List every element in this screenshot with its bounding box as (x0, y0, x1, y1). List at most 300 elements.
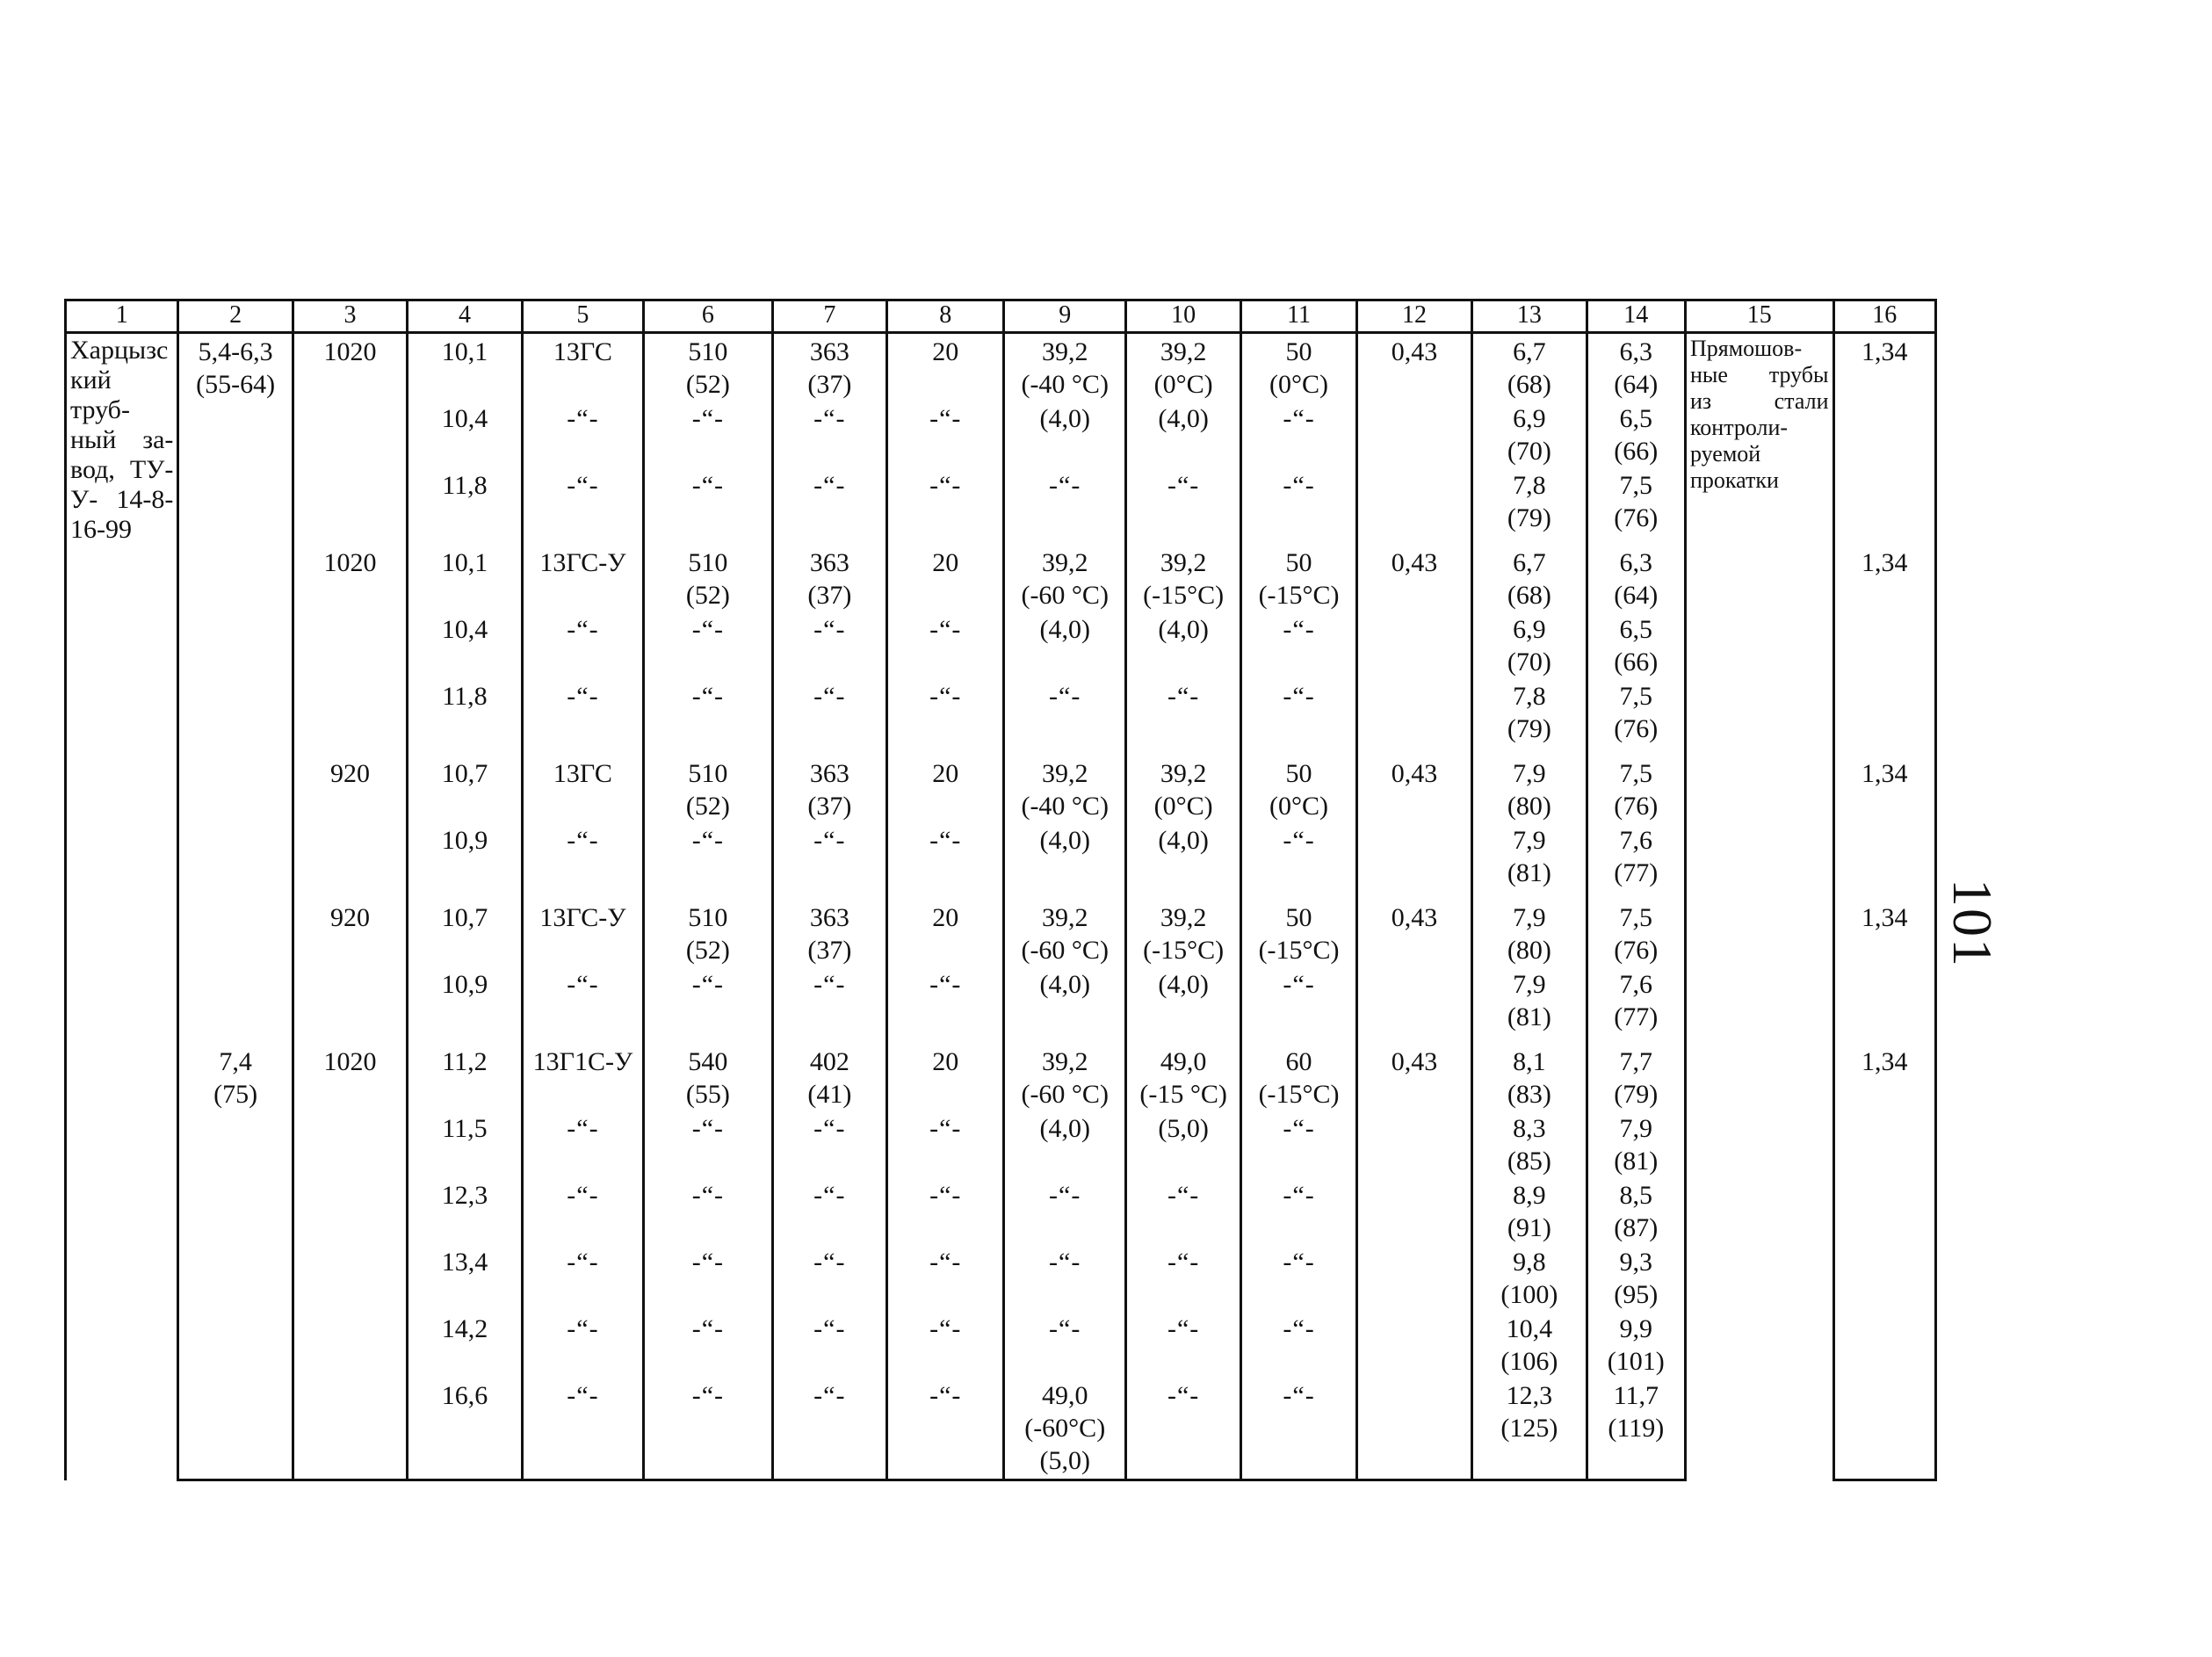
cell-col-8 (887, 745, 1004, 822)
cell-line: -“- (813, 1181, 846, 1210)
column-header-11: 11 (1241, 300, 1356, 333)
cell-col-6 (644, 745, 772, 822)
cell-col-8 (887, 611, 1004, 678)
cell-line: -“- (1167, 1181, 1200, 1210)
cell-col-5 (522, 1311, 643, 1378)
cell-col-11 (1241, 678, 1356, 745)
cell-line: 11,5 (442, 1114, 488, 1143)
cell-line: 9,8 (1513, 1248, 1546, 1277)
cell-col-12 (1356, 1378, 1471, 1480)
cell-col-4 (408, 1378, 522, 1480)
cell-line: -“- (1283, 1181, 1315, 1210)
cell-col-12 (1356, 745, 1471, 822)
cell-line: -“- (929, 1114, 962, 1143)
cell-col-4 (408, 822, 522, 889)
cell-col-8 (887, 534, 1004, 611)
cell-line: -“- (813, 471, 846, 500)
cell-line: (76) (1614, 714, 1659, 743)
cell-line: 510 (688, 337, 728, 366)
column-header-9: 9 (1004, 300, 1125, 333)
cell-line: -“- (1049, 471, 1081, 500)
cell-col-16 (1833, 1033, 1935, 1111)
cell-line: 39,2 (1160, 337, 1207, 366)
cell-col-5 (522, 401, 643, 467)
cell-col-5 (522, 678, 643, 745)
cell-col-10 (1125, 534, 1240, 611)
cell-line: 16-99 (70, 515, 132, 544)
cell-col-10 (1125, 745, 1240, 822)
cell-col-13 (1472, 966, 1587, 1033)
cell-col-13 (1472, 1311, 1587, 1378)
cell-col-11 (1241, 1244, 1356, 1311)
cell-line: 13,4 (441, 1248, 488, 1277)
cell-col-10 (1125, 333, 1240, 402)
cell-col-10 (1125, 822, 1240, 889)
cell-line: 8,5 (1619, 1181, 1653, 1210)
cell-col-14 (1587, 1311, 1685, 1378)
cell-line: Прямошов- (1689, 336, 1803, 361)
cell-col-2 (178, 333, 293, 402)
cell-line: -“- (1283, 970, 1315, 999)
cell-line: -“- (1283, 1381, 1315, 1410)
cell-line: 6,3 (1619, 337, 1653, 366)
cell-line: 10,9 (441, 826, 488, 855)
table-row (66, 745, 1936, 822)
cell-col-2 (178, 467, 293, 534)
cell-line: 11,2 (442, 1047, 488, 1076)
cell-line: (79) (1507, 503, 1551, 532)
table-row (66, 1244, 1936, 1311)
cell-line: (79) (1507, 714, 1551, 743)
cell-line: 6,9 (1513, 404, 1546, 433)
cell-line: (91) (1507, 1213, 1551, 1242)
cell-line: -“- (1283, 471, 1315, 500)
cell-col-16 (1833, 1311, 1935, 1378)
cell-col-16 (1833, 611, 1935, 678)
cell-line: Харцызс (70, 336, 169, 365)
cell-line: -“- (929, 1381, 962, 1410)
cell-line: 8,3 (1513, 1114, 1546, 1143)
cell-line: 920 (330, 903, 371, 932)
cell-col-5 (522, 966, 643, 1033)
cell-line: 8,1 (1513, 1047, 1546, 1076)
cell-col-9 (1004, 333, 1125, 402)
cell-col-5 (522, 1378, 643, 1480)
cell-line: (0°C) (1153, 370, 1213, 399)
cell-col-3 (293, 401, 407, 467)
cell-col-2 (178, 1311, 293, 1378)
cell-col-3 (293, 745, 407, 822)
cell-col-8 (887, 1111, 1004, 1177)
column-header-13: 13 (1472, 300, 1587, 333)
cell-col-7 (772, 966, 886, 1033)
cell-line: 50 (1285, 759, 1312, 788)
cell-line: 16,6 (441, 1381, 488, 1410)
cell-line: (5,0) (1039, 1446, 1090, 1475)
cell-col-4 (408, 534, 522, 611)
cell-col-11 (1241, 1033, 1356, 1111)
cell-line: (70) (1507, 437, 1551, 466)
cell-line: (-40 °C) (1021, 370, 1109, 399)
cell-line: 50 (1285, 337, 1312, 366)
cell-line: -“- (929, 1181, 962, 1210)
cell-col-10 (1125, 1033, 1240, 1111)
cell-col-3 (293, 534, 407, 611)
cell-line: 10,7 (441, 759, 488, 788)
cell-line: 1,34 (1861, 337, 1908, 366)
cell-col-11 (1241, 822, 1356, 889)
cell-col-11 (1241, 611, 1356, 678)
cell-col-11 (1241, 966, 1356, 1033)
cell-line: (55-64) (196, 370, 276, 399)
cell-col-6 (644, 1033, 772, 1111)
table-row (66, 1378, 1936, 1480)
cell-col-10 (1125, 889, 1240, 966)
cell-col-5 (522, 1111, 643, 1177)
cell-line: (4,0) (1039, 615, 1090, 644)
cell-line: -“- (813, 1114, 846, 1143)
cell-line: (4,0) (1039, 404, 1090, 433)
cell-line: 10,1 (441, 337, 488, 366)
cell-col-9 (1004, 401, 1125, 467)
cell-col-12 (1356, 467, 1471, 534)
cell-line: (-15 °C) (1139, 1080, 1227, 1109)
cell-col-3 (293, 966, 407, 1033)
cell-col-12 (1356, 966, 1471, 1033)
cell-col-5 (522, 333, 643, 402)
table-row (66, 889, 1936, 966)
cell-line: -“- (1283, 826, 1315, 855)
cell-line: 11,8 (442, 682, 488, 711)
cell-col-3 (293, 822, 407, 889)
cell-col-6 (644, 534, 772, 611)
cell-line: (-60 °C) (1021, 581, 1109, 610)
cell-line: кий (70, 365, 112, 394)
cell-line: 0,43 (1391, 1047, 1438, 1076)
cell-line: -“- (929, 826, 962, 855)
cell-line: (87) (1614, 1213, 1659, 1242)
cell-line: (0°C) (1153, 792, 1213, 821)
cell-line: 14,2 (441, 1314, 488, 1343)
cell-line: -“- (691, 471, 725, 500)
cell-col-13 (1472, 745, 1587, 822)
cell-line: -“- (1283, 1314, 1315, 1343)
cell-col-9 (1004, 1311, 1125, 1378)
cell-col-7 (772, 1033, 886, 1111)
cell-line: 12,3 (1506, 1381, 1553, 1410)
cell-line: -“- (929, 682, 962, 711)
cell-line: 6,7 (1513, 548, 1546, 577)
cell-col-2 (178, 534, 293, 611)
cell-line: 10,7 (441, 903, 488, 932)
cell-col-7 (772, 1311, 886, 1378)
cell-line: (83) (1507, 1080, 1551, 1109)
cell-line: 10,9 (441, 970, 488, 999)
cell-col-3 (293, 1244, 407, 1311)
cell-line: 50 (1285, 548, 1312, 577)
cell-col-8 (887, 822, 1004, 889)
header-row (66, 300, 1936, 333)
cell-col-7 (772, 534, 886, 611)
column-header-2: 2 (178, 300, 293, 333)
cell-line: контроли- (1689, 415, 1789, 440)
cell-line: (81) (1614, 1147, 1659, 1176)
table-row (66, 1177, 1936, 1244)
cell-line: 13ГС-У (539, 548, 626, 577)
cell-line: (52) (685, 936, 730, 965)
cell-col-10 (1125, 401, 1240, 467)
cell-col-9 (1004, 1177, 1125, 1244)
cell-line: (79) (1614, 1080, 1659, 1109)
cell-line: 8,9 (1513, 1181, 1546, 1210)
cell-line: -“- (691, 404, 725, 433)
column-header-4: 4 (408, 300, 522, 333)
cell-col-7 (772, 1378, 886, 1480)
cell-col-5 (522, 467, 643, 534)
cell-col-2 (178, 1244, 293, 1311)
cell-col-12 (1356, 1244, 1471, 1311)
cell-line: (-15°C) (1143, 936, 1225, 965)
cell-line: -“- (813, 1314, 846, 1343)
cell-col-9 (1004, 889, 1125, 966)
cell-line: 7,5 (1619, 903, 1653, 932)
cell-col-13 (1472, 678, 1587, 745)
cell-line: 10,4 (1506, 1314, 1553, 1343)
cell-line: 363 (809, 337, 849, 366)
cell-line: (64) (1614, 370, 1659, 399)
cell-line: -“- (813, 682, 846, 711)
cell-col-4 (408, 611, 522, 678)
cell-line: 39,2 (1041, 337, 1088, 366)
cell-line: 7,9 (1513, 759, 1546, 788)
cell-line: 13ГС (553, 759, 612, 788)
cell-col-2 (178, 401, 293, 467)
cell-col-14 (1587, 1244, 1685, 1311)
column-header-8: 8 (887, 300, 1004, 333)
cell-col-8 (887, 1378, 1004, 1480)
table-row (66, 467, 1936, 534)
cell-col-14 (1587, 611, 1685, 678)
table-row (66, 333, 1936, 402)
cell-line: -“- (813, 615, 846, 644)
table-row (66, 1033, 1936, 1111)
cell-line: труб- (70, 395, 130, 424)
cell-line: -“- (567, 826, 599, 855)
cell-line: 7,5 (1619, 759, 1653, 788)
cell-line: 7,8 (1513, 682, 1546, 711)
cell-line: (64) (1614, 581, 1659, 610)
column-header-10: 10 (1125, 300, 1240, 333)
cell-col-10 (1125, 678, 1240, 745)
cell-col-9 (1004, 534, 1125, 611)
cell-col-9 (1004, 1244, 1125, 1311)
cell-col-4 (408, 1177, 522, 1244)
cell-line: -“- (567, 1181, 599, 1210)
cell-col-6 (644, 1311, 772, 1378)
cell-line: (37) (807, 370, 852, 399)
table-row (66, 1311, 1936, 1378)
column-header-7: 7 (772, 300, 886, 333)
cell-line: -“- (1167, 1248, 1200, 1277)
cell-col-2 (178, 822, 293, 889)
cell-line: 39,2 (1041, 903, 1088, 932)
cell-line: -“- (1167, 471, 1200, 500)
cell-line: 39,2 (1160, 759, 1207, 788)
cell-col-8 (887, 333, 1004, 402)
cell-line: 6,9 (1513, 615, 1546, 644)
cell-col-4 (408, 745, 522, 822)
cell-line: (0°C) (1269, 792, 1329, 821)
table-row (66, 966, 1936, 1033)
cell-line: 11,7 (1613, 1381, 1659, 1410)
cell-col-6 (644, 611, 772, 678)
cell-col-10 (1125, 1111, 1240, 1177)
cell-line: 13ГС-У (539, 903, 626, 932)
cell-line: 7,9 (1513, 826, 1546, 855)
cell-col-16 (1833, 333, 1935, 402)
cell-col-5 (522, 534, 643, 611)
cell-line: -“- (691, 1181, 725, 1210)
cell-line: -“- (1049, 1248, 1081, 1277)
cell-line: из стали (1689, 388, 1829, 414)
cell-line: 10,4 (441, 615, 488, 644)
cell-col-4 (408, 1111, 522, 1177)
cell-col-16 (1833, 467, 1935, 534)
cell-line: -“- (1049, 682, 1081, 711)
cell-col-11 (1241, 333, 1356, 402)
cell-line: 9,9 (1619, 1314, 1653, 1343)
cell-line: 0,43 (1391, 337, 1438, 366)
column-header-14: 14 (1587, 300, 1685, 333)
cell-line: 1,34 (1861, 903, 1908, 932)
cell-col-5 (522, 1177, 643, 1244)
cell-line: 49,0 (1160, 1047, 1207, 1076)
cell-col-3 (293, 1311, 407, 1378)
cell-col-13 (1472, 333, 1587, 402)
cell-line: (80) (1507, 792, 1551, 821)
cell-col-10 (1125, 467, 1240, 534)
cell-col-6 (644, 467, 772, 534)
column-header-3: 3 (293, 300, 407, 333)
cell-line: -“- (929, 615, 962, 644)
cell-col-16 (1833, 1111, 1935, 1177)
cell-col-14 (1587, 534, 1685, 611)
cell-line: 9,3 (1619, 1248, 1653, 1277)
table-row (66, 534, 1936, 611)
cell-col-5 (522, 745, 643, 822)
cell-line: 39,2 (1041, 1047, 1088, 1076)
cell-line: У- 14-8- (70, 485, 174, 514)
cell-col-6 (644, 889, 772, 966)
cell-col-3 (293, 1033, 407, 1111)
cell-line: 7,6 (1619, 970, 1653, 999)
cell-line: 7,5 (1619, 682, 1653, 711)
cell-col-12 (1356, 611, 1471, 678)
cell-col-11 (1241, 1378, 1356, 1480)
cell-line: -“- (1283, 1248, 1315, 1277)
cell-col-14 (1587, 1378, 1685, 1480)
cell-col-11 (1241, 401, 1356, 467)
cell-line: 7,4 (219, 1047, 252, 1076)
cell-col-4 (408, 678, 522, 745)
cell-line: -“- (813, 404, 846, 433)
cell-line: (4,0) (1158, 970, 1209, 999)
cell-col-5 (522, 822, 643, 889)
cell-line: -“- (929, 970, 962, 999)
cell-col-3 (293, 1378, 407, 1480)
cell-line: (55) (685, 1080, 730, 1109)
cell-col-14 (1587, 745, 1685, 822)
cell-col-13 (1472, 467, 1587, 534)
cell-col-13 (1472, 1033, 1587, 1111)
cell-line: (5,0) (1158, 1114, 1209, 1143)
cell-line: 0,43 (1391, 548, 1438, 577)
cell-line: (-60°C) (1024, 1414, 1106, 1443)
cell-col-6 (644, 822, 772, 889)
cell-line: (-40 °C) (1021, 792, 1109, 821)
cell-line: (81) (1507, 858, 1551, 887)
pipe-spec-table (64, 299, 1937, 1481)
cell-line: (76) (1614, 936, 1659, 965)
cell-col-10 (1125, 1244, 1240, 1311)
cell-col-11 (1241, 745, 1356, 822)
cell-line: 20 (932, 337, 959, 366)
cell-col-8 (887, 966, 1004, 1033)
cell-line: (37) (807, 936, 852, 965)
cell-col-10 (1125, 1311, 1240, 1378)
cell-col-12 (1356, 889, 1471, 966)
cell-line: -“- (567, 682, 599, 711)
cell-line: 49,0 (1041, 1381, 1088, 1410)
cell-line: 20 (932, 903, 959, 932)
cell-col-16 (1833, 401, 1935, 467)
cell-line: (4,0) (1039, 970, 1090, 999)
cell-line: (77) (1614, 858, 1659, 887)
cell-line: -“- (1167, 1381, 1200, 1410)
cell-col-7 (772, 1177, 886, 1244)
cell-col-7 (772, 333, 886, 402)
cell-line: -“- (1283, 404, 1315, 433)
cell-col-5 (522, 1033, 643, 1111)
cell-line: -“- (567, 471, 599, 500)
cell-line: (75) (213, 1080, 258, 1109)
cell-col-12 (1356, 534, 1471, 611)
cell-line: 39,2 (1041, 759, 1088, 788)
cell-col-7 (772, 1111, 886, 1177)
table-body (66, 333, 1936, 1480)
cell-col-12 (1356, 401, 1471, 467)
cell-line: (68) (1507, 370, 1551, 399)
cell-col-9 (1004, 1033, 1125, 1111)
cell-line: 6,5 (1619, 404, 1653, 433)
cell-line: 7,9 (1513, 903, 1546, 932)
cell-col-12 (1356, 1177, 1471, 1244)
cell-col-10 (1125, 1177, 1240, 1244)
cell-line: 60 (1285, 1047, 1312, 1076)
cell-col-8 (887, 401, 1004, 467)
cell-col-2 (178, 611, 293, 678)
cell-line: -“- (813, 1381, 846, 1410)
cell-col-8 (887, 1311, 1004, 1378)
cell-col-13 (1472, 822, 1587, 889)
cell-line: (52) (685, 792, 730, 821)
cell-col-11 (1241, 1311, 1356, 1378)
cell-line: 10,4 (441, 404, 488, 433)
cell-col-13 (1472, 1378, 1587, 1480)
cell-line: 7,9 (1513, 970, 1546, 999)
cell-line: (101) (1607, 1347, 1665, 1376)
cell-col-4 (408, 401, 522, 467)
